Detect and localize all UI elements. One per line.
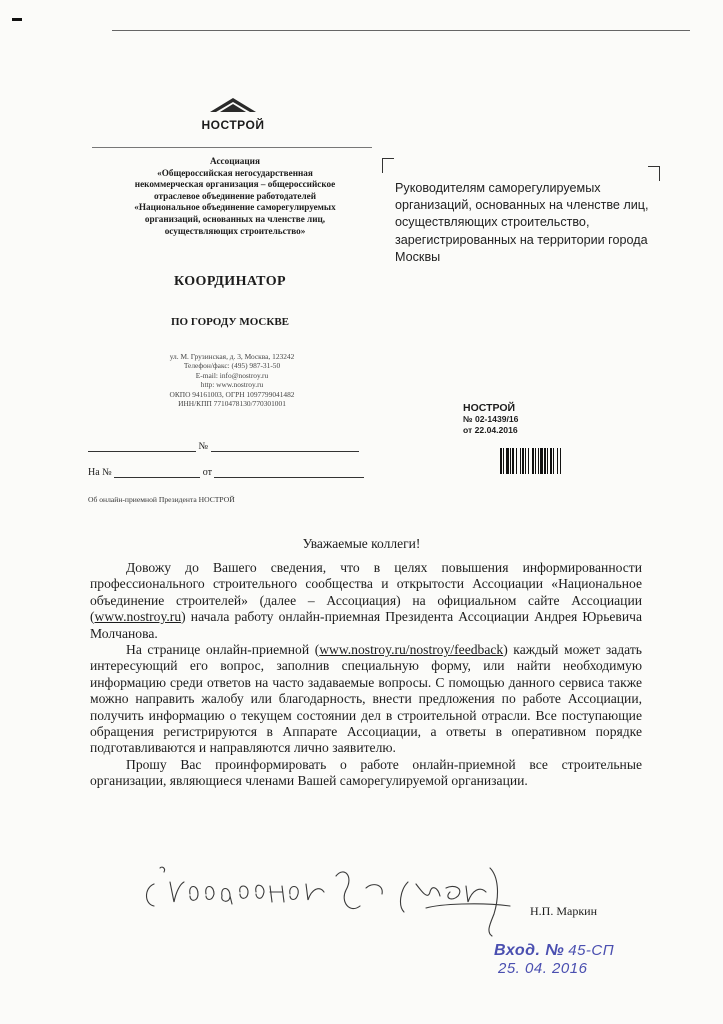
barcode-bar xyxy=(510,448,511,474)
contact-line: http: www.nostroy.ru xyxy=(200,380,264,390)
nostroy-logo xyxy=(190,98,276,132)
barcode-bar xyxy=(525,448,526,474)
barcode-bar xyxy=(503,448,504,474)
incoming-number: 45-СП xyxy=(568,942,615,959)
contact-line: E-mail: info@nostroy.ru xyxy=(195,370,269,380)
paragraph-2-text-a: На странице онлайн-приемной ( xyxy=(126,642,320,658)
incoming-label: Вход. № xyxy=(494,942,565,959)
outgoing-date-line xyxy=(88,440,196,452)
barcode-bar xyxy=(512,448,514,474)
paragraph-2 xyxy=(90,642,642,757)
outgoing-number-line xyxy=(211,440,359,452)
barcode-bar xyxy=(500,448,502,474)
stamp-number: № 02-1439/16 xyxy=(463,414,519,424)
incoming-stamp xyxy=(494,942,684,977)
paragraph-1-text-a: Довожу до Вашего сведения, что в целях повышения информированности профессионального строительного сообщества и открытости Ассоциации «Национальное объединение строителей» (далее – Ассоциация) на официальном сайте Ассоциации ( xyxy=(90,560,642,625)
paragraph-2-text-b: ) каждый может задать интересующий его вопрос, заполнив специальную форму, или найти необходимую информацию среди ответов на часто задаваемые вопросы. С помощью данного сервиса также можно направить жалобу или благодарность, внести предложения по работе Ассоциации, получить информацию о текущем состоянии дел в строительной отрасли. Все поступающие обращения регистрируются в Аппарате Ассоциации, а ответы в оперативном порядке подготавливаются и направляются лично заявителю. xyxy=(90,642,642,756)
barcode-bar xyxy=(516,448,517,474)
barcode-bar xyxy=(553,448,554,474)
barcode-bar xyxy=(506,448,509,474)
incoming-date: 25. 04. 2016 xyxy=(498,960,588,977)
reference-date-line xyxy=(214,466,364,478)
org-line: организаций, основанных на членстве лиц, xyxy=(144,213,326,224)
barcode-bar xyxy=(560,448,561,474)
org-line: осуществляющих строительство» xyxy=(164,225,306,236)
reference-number-row xyxy=(88,466,364,478)
roof-logo-icon xyxy=(210,98,256,116)
handwritten-signature xyxy=(140,862,530,942)
organization-name xyxy=(95,156,375,237)
org-line: «Общероссийская негосударственная xyxy=(157,167,313,178)
on-number-label: На № xyxy=(88,467,112,478)
stamp-org: НОСТРОЙ xyxy=(463,402,516,414)
contact-line: ИНН/КПП 7710478130/770301001 xyxy=(178,399,286,409)
barcode-bar xyxy=(540,448,543,474)
salutation: Уважаемые коллеги! xyxy=(302,536,421,551)
from-label: от xyxy=(202,467,212,478)
scan-mark xyxy=(12,18,22,21)
logo-rule xyxy=(92,147,372,148)
barcode-bar xyxy=(550,448,552,474)
barcode-bar xyxy=(528,448,529,474)
barcode-bar xyxy=(535,448,536,474)
barcode-bar xyxy=(544,448,546,474)
contact-line: ОКПО 94161003, ОГРН 1097799041482 xyxy=(169,389,295,399)
contact-line: ул. М. Грузинская, д. 3, Москва, 123242 xyxy=(169,352,295,361)
barcode-bar xyxy=(532,448,534,474)
stamp-date: от 22.04.2016 xyxy=(463,425,518,435)
contacts-block xyxy=(112,352,352,408)
signer-name: Н.П. Маркин xyxy=(530,904,598,918)
addressee-block: Руководителям саморегулируемых организаций, основанных на членстве лиц, осуществляющих строительство, зарегистрированных на территории города Москвы xyxy=(395,181,649,264)
barcode-bar xyxy=(520,448,521,474)
bracket-top-right xyxy=(648,166,660,181)
coordinator-title: КООРДИНАТОР xyxy=(174,274,286,289)
paragraph-1-text-b: ) начала работу онлайн-приемная Президента Ассоциации Андрея Юрьевича Молчанова. xyxy=(90,609,642,641)
barcode-bar xyxy=(522,448,524,474)
logo-text: НОСТРОЙ xyxy=(201,118,265,132)
org-line: «Национальное объединение саморегулируемых xyxy=(134,202,336,213)
barcode-bar xyxy=(538,448,539,474)
paragraph-3: Прошу Вас проинформировать о работе онлайн-приемной все строительные организации, являющиеся членами Вашей саморегулируемой организации. xyxy=(90,756,642,789)
city-title: ПО ГОРОДУ МОСКВЕ xyxy=(171,316,289,328)
registration-stamp xyxy=(463,402,583,436)
top-rule xyxy=(112,30,690,31)
barcode-icon xyxy=(500,448,592,474)
org-line: отраслевое объединение работодателей xyxy=(153,190,316,201)
letter-body xyxy=(90,560,642,790)
contact-line: Телефон/факс: (495) 987-31-50 xyxy=(183,361,281,371)
letter-subject: Об онлайн-приемной Президента НОСТРОЙ xyxy=(88,495,235,504)
barcode-bar xyxy=(557,448,558,474)
paragraph-1 xyxy=(90,560,642,642)
barcode-bar xyxy=(547,448,548,474)
number-sign: № xyxy=(198,441,209,452)
feedback-page-link[interactable]: www.nostroy.ru/nostroy/feedback xyxy=(319,642,504,658)
bracket-top-left xyxy=(382,158,394,173)
nostroy-site-link[interactable]: www.nostroy.ru xyxy=(94,609,182,625)
org-line: Ассоциация xyxy=(210,156,260,166)
outgoing-number-row xyxy=(88,440,359,452)
reference-number-line xyxy=(114,466,200,478)
org-line: некоммерческая организация – общероссийское xyxy=(134,179,336,190)
